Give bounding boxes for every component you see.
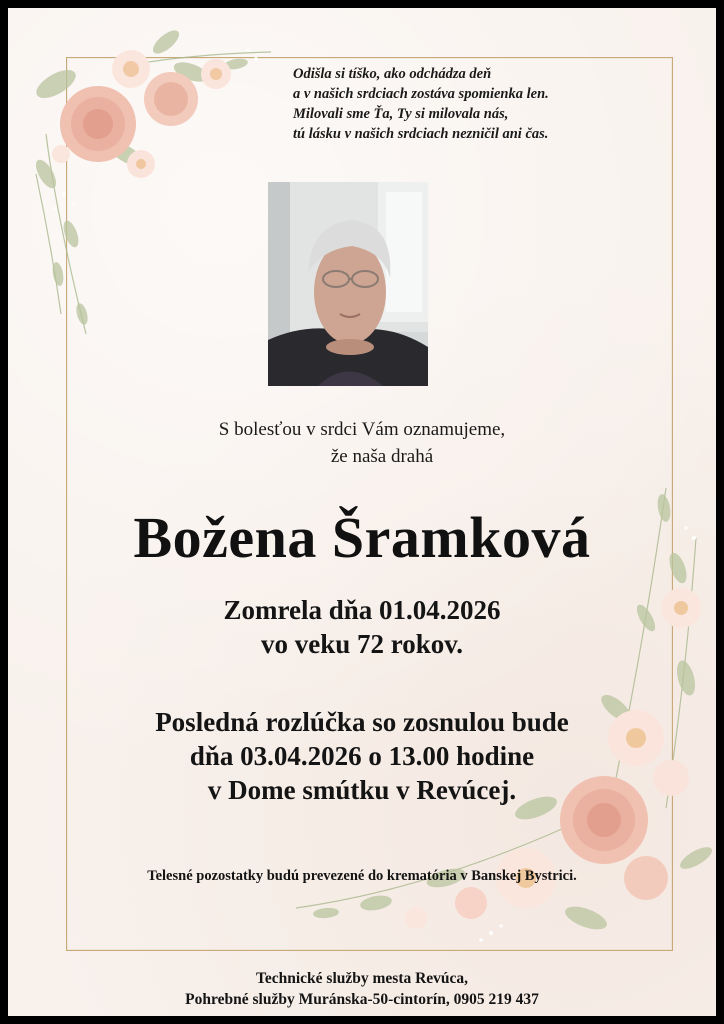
announcement-text (8, 416, 716, 470)
poem-line: Milovali sme Ťa, Ty si milovala nás, (293, 106, 509, 122)
remains-note: Telesné pozostatky budú prevezené do krematória v Banskej Bystrici. (147, 868, 577, 884)
announcement-line-2: že naša drahá (330, 446, 434, 467)
death-info (8, 593, 716, 661)
farewell-info (8, 705, 716, 807)
announcement-line-1: S bolesťou v srdci Vám oznamujeme, (218, 419, 506, 440)
death-age-line: vo veku 72 rokov. (260, 629, 464, 659)
farewell-line-3: v Dome smútku v Revúcej. (207, 775, 517, 805)
footer-line-1: Technické služby mesta Revúca, (255, 970, 469, 987)
death-date-line: Zomrela dňa 01.04.2026 (223, 595, 501, 625)
farewell-line-2: dňa 03.04.2026 o 13.00 hodine (189, 741, 535, 771)
portrait-photo (268, 182, 428, 386)
poem-line: a v našich srdciach zostáva spomienka len. (293, 86, 549, 102)
farewell-line-1: Posledná rozlúčka so zosnulou bude (155, 707, 569, 737)
footer-line-2: Pohrebné služby Muránska-50-cintorín, 0905 219 437 (185, 991, 539, 1008)
obituary-page (8, 8, 716, 1016)
deceased-name: Božena Šramková (133, 505, 591, 570)
memorial-poem (293, 64, 693, 144)
poem-line: tú lásku v našich srdciach nezničil ani čas. (293, 126, 549, 142)
floral-decoration-top-left (16, 14, 276, 344)
funeral-service-footer (8, 968, 716, 1010)
poem-line: Odišla si tíško, ako odchádza deň (293, 66, 492, 82)
